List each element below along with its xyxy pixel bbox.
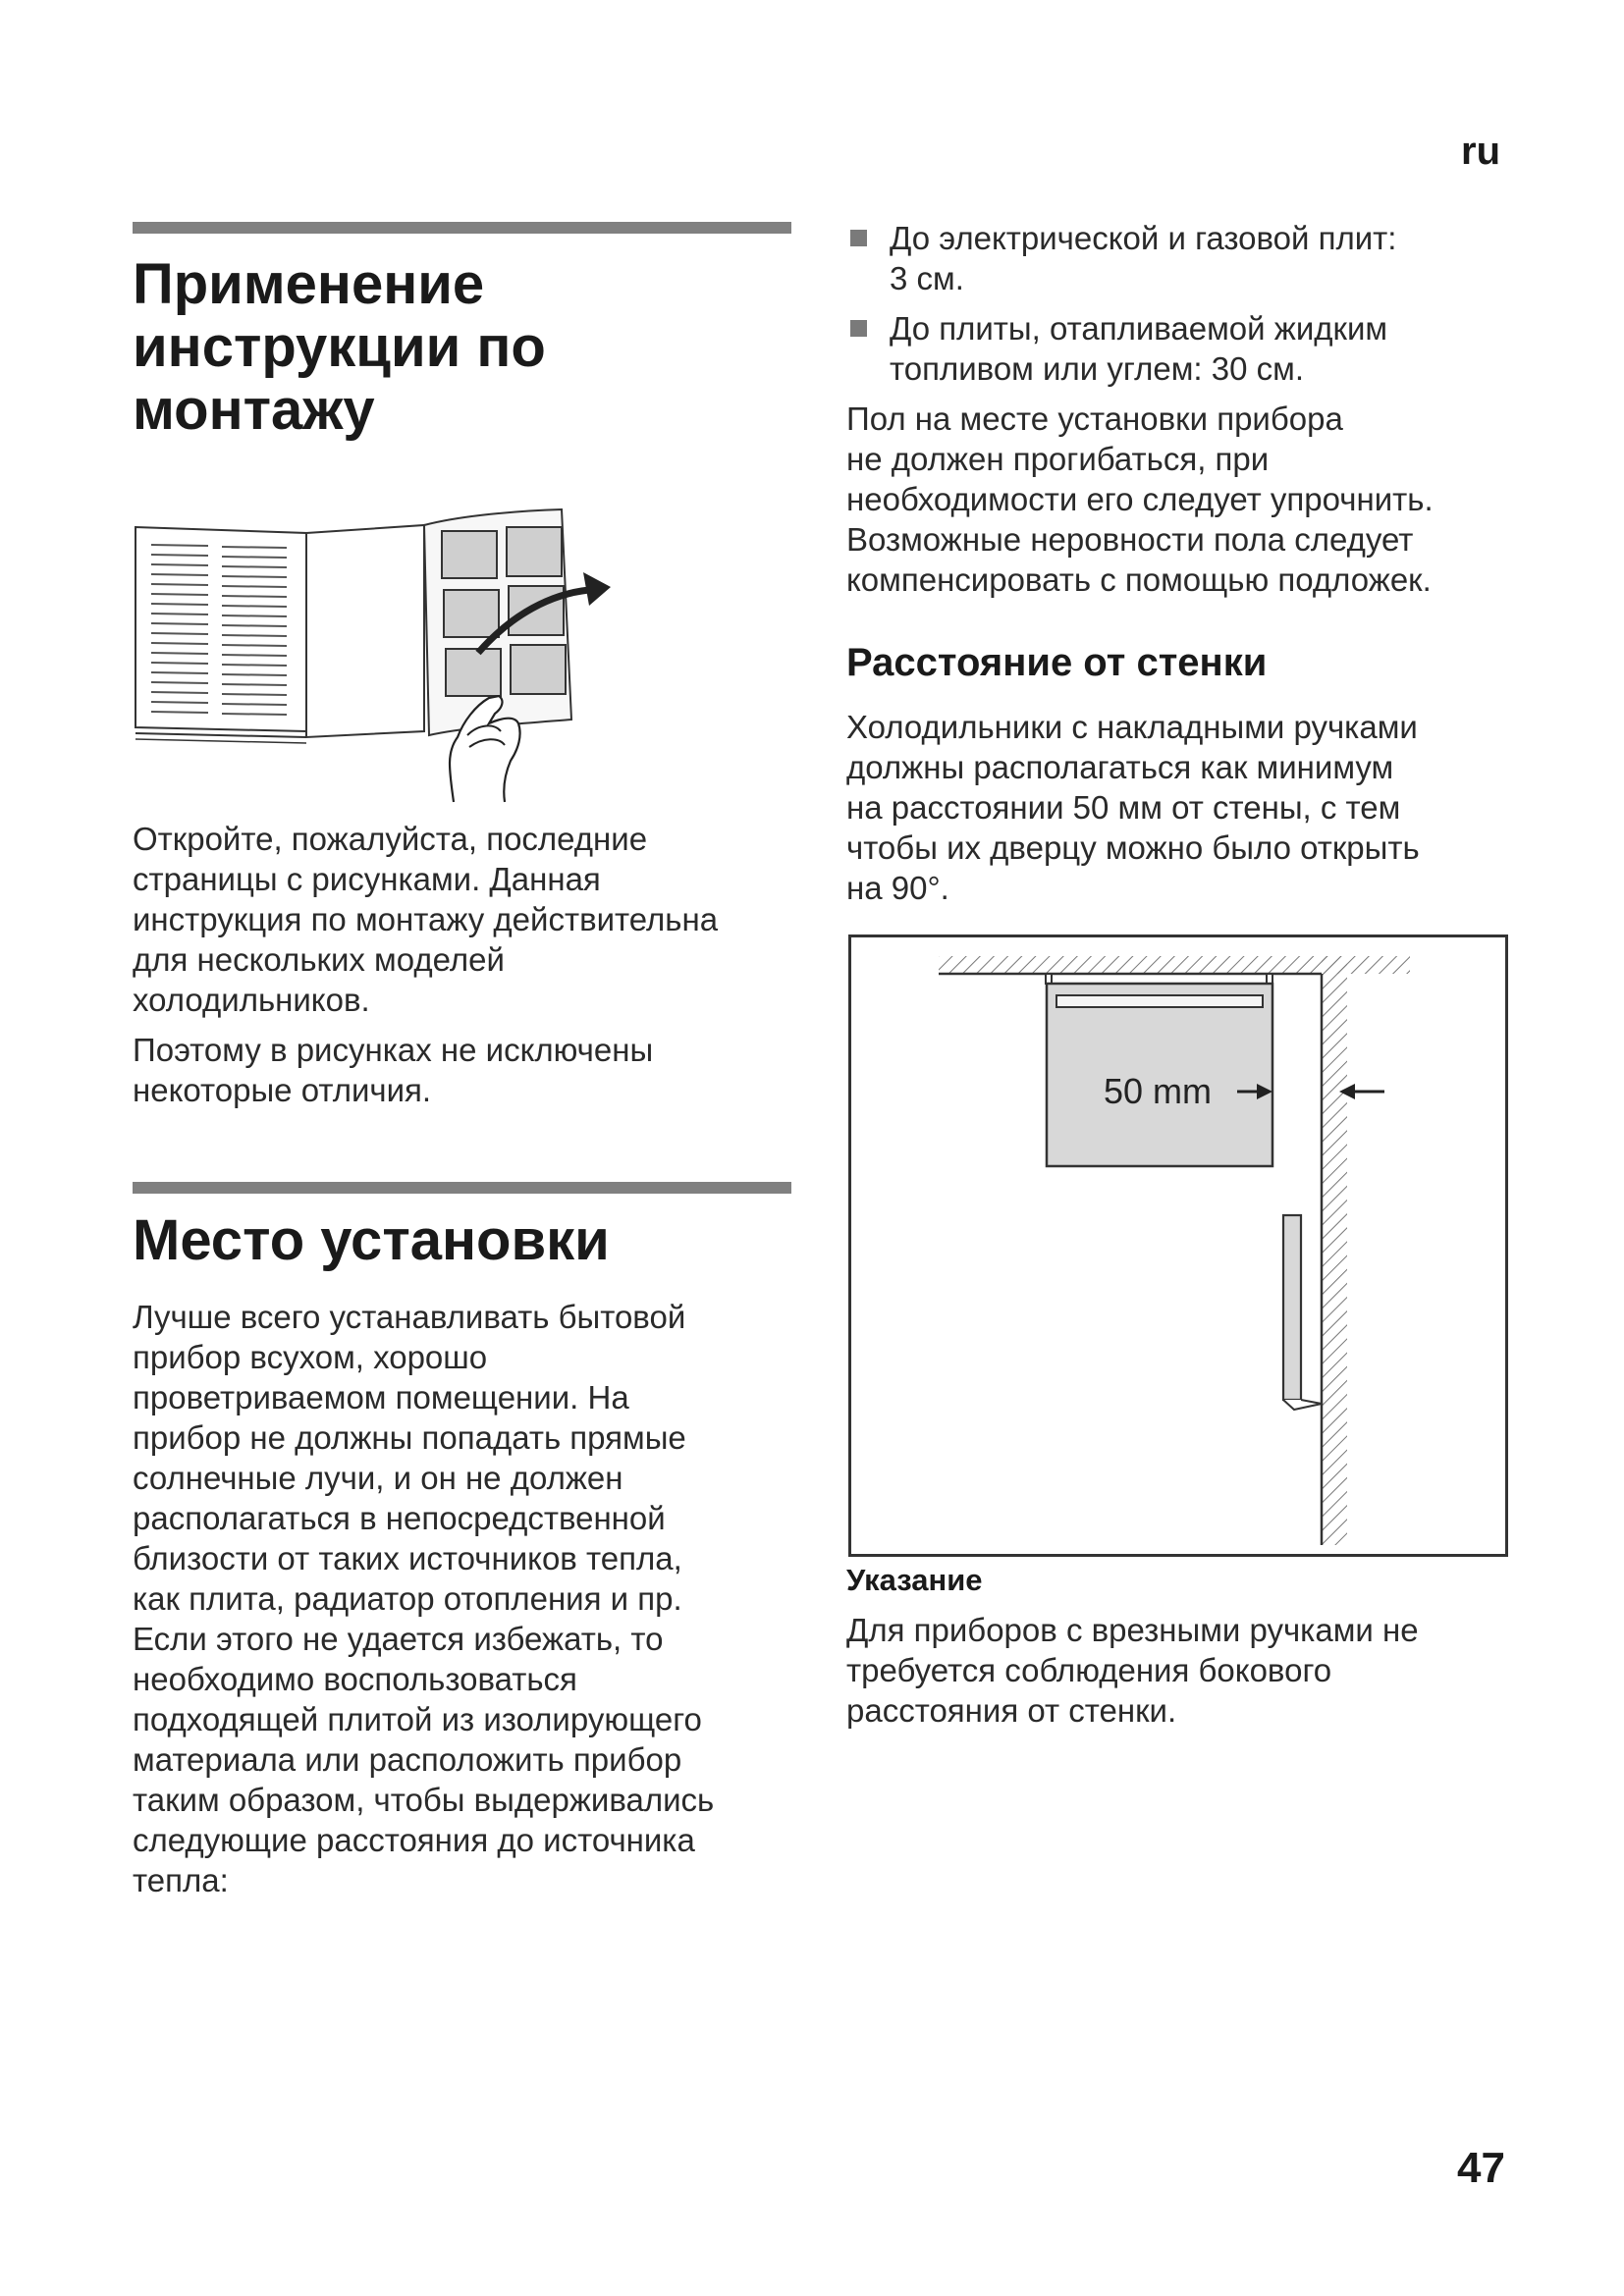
text-line: некоторые отличия. xyxy=(133,1072,432,1108)
text-line: Холодильники с накладными ручками xyxy=(846,709,1418,745)
text-line: для нескольких моделей xyxy=(133,941,505,978)
text-line: До электрической и газовой плит: xyxy=(890,220,1397,256)
wall-hatching-side xyxy=(1322,956,1347,1545)
text-line: тепла: xyxy=(133,1862,229,1898)
mounting-paragraphs xyxy=(133,819,800,1120)
wall-distance-diagram xyxy=(848,934,1508,1557)
text-line: Для приборов с врезными ручками не xyxy=(846,1612,1419,1648)
installation-site-paragraph xyxy=(133,1297,800,1910)
text-line: должны располагаться как минимум xyxy=(846,749,1394,785)
text-line: таким образом, чтобы выдерживались xyxy=(133,1782,715,1818)
text-line: Если этого не удается избежать, то xyxy=(133,1621,664,1657)
text-line: страницы с рисунками. Данная xyxy=(133,861,601,897)
text-line: как плита, радиатор отопления и пр. xyxy=(133,1580,682,1617)
title-line: инструкции по xyxy=(133,315,546,379)
text-line: следующие расстояния до источника xyxy=(133,1822,695,1858)
note-block xyxy=(846,1563,1524,1731)
text-line: топливом или углем: 30 см. xyxy=(890,350,1304,387)
text-line: на 90°. xyxy=(846,870,949,906)
text-line: материала или расположить прибор xyxy=(133,1741,682,1778)
text-line: не должен прогибаться, при xyxy=(846,441,1270,477)
note-title: Указание xyxy=(846,1563,983,1597)
text-line: расстояния от стенки. xyxy=(846,1692,1177,1729)
list-item xyxy=(846,308,1514,389)
text-line: холодильников. xyxy=(133,982,370,1018)
text-line: на расстоянии 50 мм от стены, с тем xyxy=(846,789,1401,826)
text-line: требуется соблюдения бокового xyxy=(846,1652,1332,1688)
text-line: Лучше всего устанавливать бытовой xyxy=(133,1299,686,1335)
text-line: прибор всухом, хорошо xyxy=(133,1339,488,1375)
title-line: монтажу xyxy=(133,378,375,442)
text-line: инструкция по монтажу действительна xyxy=(133,901,719,937)
text-line: Возможные неровности пола следует xyxy=(846,521,1414,558)
text-line: располагаться в непосредственной xyxy=(133,1500,666,1536)
text-line: Откройте, пожалуйста, последние xyxy=(133,821,648,857)
paragraph xyxy=(846,399,1524,600)
text-line: 3 см. xyxy=(890,260,964,296)
section-title-installation-site xyxy=(133,1209,800,1272)
text-line: Пол на месте установки прибора xyxy=(846,400,1343,437)
text-line: проветриваемом помещении. На xyxy=(133,1379,629,1415)
paragraph xyxy=(133,1297,800,1900)
text-line: компенсировать с помощью подложек. xyxy=(846,561,1432,598)
text-line: чтобы их дверцу можно было открыть xyxy=(846,829,1420,866)
text-line: необходимо воспользоваться xyxy=(133,1661,577,1697)
text-line: До плиты, отапливаемой жидким xyxy=(890,310,1388,347)
heat-source-distance-list xyxy=(846,218,1514,399)
text-line: необходимости его следует упрочнить. xyxy=(846,481,1434,517)
note-text xyxy=(846,1610,1524,1731)
appliance-door xyxy=(1283,1215,1301,1400)
text-line: Поэтому в рисунках не исключены xyxy=(133,1032,654,1068)
section-title-mounting-instructions xyxy=(133,253,800,442)
text-line: близости от таких источников тепла, xyxy=(133,1540,682,1576)
paragraph xyxy=(133,1030,800,1110)
section-rule xyxy=(133,1182,791,1194)
paragraph xyxy=(846,707,1524,908)
text-line: прибор не должны попадать прямые xyxy=(133,1419,686,1456)
section-rule xyxy=(133,222,791,234)
title-line: Место установки xyxy=(133,1208,610,1272)
subsection-heading: Расстояние от стенки xyxy=(846,641,1268,684)
list-item xyxy=(846,218,1514,298)
text-line: солнечные лучи, и он не должен xyxy=(133,1460,623,1496)
text-line: подходящей плитой из изолирующего xyxy=(133,1701,702,1737)
language-label: ru xyxy=(1461,130,1500,173)
paragraph xyxy=(133,819,800,1020)
bullet-square-icon xyxy=(850,230,867,246)
open-manual-illustration xyxy=(130,496,621,810)
page-number: 47 xyxy=(1457,2144,1505,2192)
wall-distance-paragraph xyxy=(846,707,1524,918)
bullet-square-icon xyxy=(850,320,867,337)
title-line: Применение xyxy=(133,252,485,316)
floor-paragraph xyxy=(846,399,1524,610)
distance-label: 50 mm xyxy=(1104,1071,1213,1111)
subsection-title-wall-distance xyxy=(846,639,1524,686)
